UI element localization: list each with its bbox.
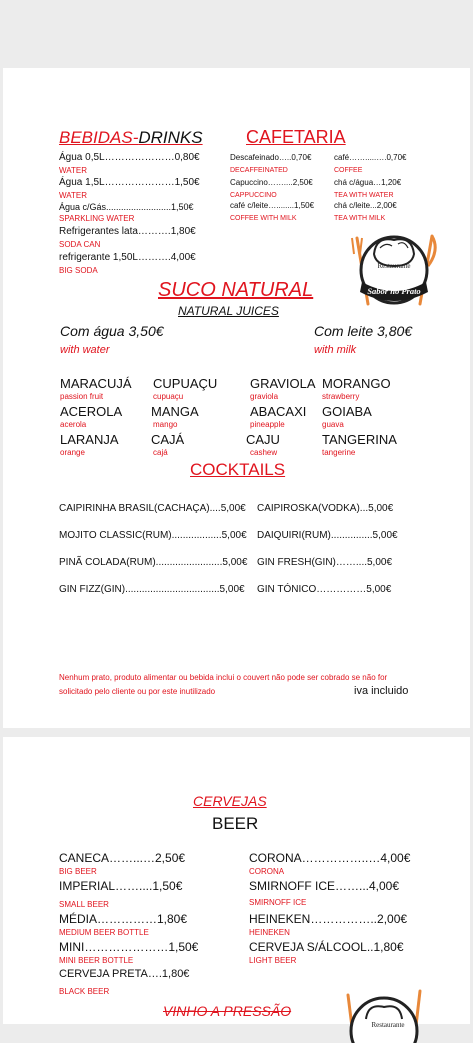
beer-item-en: HEINEKEN	[249, 928, 290, 937]
cafetaria-item: Descafeinado…..0,70€	[230, 153, 312, 162]
fruit-name: CAJU	[246, 432, 280, 447]
beer-item-en: SMIRNOFF ICE	[249, 898, 307, 907]
bebidas-item-en: WATER	[59, 166, 87, 175]
logo-restaurante-text: Restaurante	[371, 1021, 405, 1029]
cocktail-item: MOJITO CLASSIC(RUM)..................5,00€	[59, 530, 247, 541]
cocktail-item: GIN TÓNICO……………5,00€	[257, 584, 392, 595]
beer-subtitle: BEER	[212, 814, 259, 833]
couvert-notice: Nenhum prato, produto alimentar ou bebida inclui o couvert não pode ser cobrado se não for	[59, 673, 388, 682]
fruit-name-en: cajá	[153, 448, 168, 457]
fruit-name: LARANJA	[60, 432, 119, 447]
cafetaria-item-en: DECAFFEINATED	[230, 167, 288, 174]
bebidas-item-en: SODA CAN	[59, 240, 101, 249]
beer-item-en: SMALL BEER	[59, 900, 109, 909]
cafetaria-item-en: COFFEE WITH MILK	[230, 215, 297, 222]
logo-name-text: Sabor no Prato	[367, 286, 421, 296]
fruit-name: ACEROLA	[60, 404, 123, 419]
bebidas-item: refrigerante 1,50L……….4,00€	[59, 252, 196, 263]
suco-com-leite: Com leite 3,80€	[314, 323, 413, 339]
fruit-name-en: cashew	[250, 448, 278, 457]
beer-item: HEINEKEN……………..2,00€	[249, 912, 408, 926]
bebidas-item-en: BIG SODA	[59, 266, 98, 275]
fruit-name-en: tangerine	[322, 448, 356, 457]
couvert-notice: solicitado pelo cliente ou por este inutilizado	[59, 687, 216, 696]
fruit-name-en: orange	[60, 448, 85, 457]
fruit-name: GOIABA	[322, 404, 372, 419]
cafetaria-item-en: TEA WITH MILK	[334, 215, 386, 222]
cocktail-item: GIN FIZZ(GIN)..................................5,00€	[59, 584, 245, 595]
fruit-name: ABACAXI	[250, 404, 307, 419]
cocktail-item: CAIPIRINHA BRASIL(CACHAÇA)....5,00€	[59, 503, 246, 514]
cocktail-item: DAIQUIRI(RUM)...............5,00€	[257, 530, 398, 541]
suco-subtitle: NATURAL JUICES	[178, 304, 279, 318]
beer-item-en: BLACK BEER	[59, 987, 110, 996]
cocktail-item: CAIPIROSKA(VODKA)...5,00€	[257, 503, 394, 514]
beer-item: CERVEJA PRETA….1,80€	[59, 968, 190, 980]
fruit-name-en: guava	[322, 420, 344, 429]
cafetaria-item-en: TEA WITH WATER	[334, 192, 394, 199]
cafetaria-item: café c/leite…........1,50€	[230, 201, 315, 210]
bebidas-item: Água c/Gás..........................1,50€	[59, 202, 194, 212]
fruit-name: CAJÁ	[151, 432, 185, 447]
cafetaria-item-en: COFFEE	[334, 167, 363, 174]
beer-item: CERVEJA S/ÁLCOOL..1,80€	[249, 940, 404, 954]
menu-page-1	[3, 68, 470, 728]
iva-note: iva incluido	[354, 685, 409, 697]
beer-item-en: MEDIUM BEER BOTTLE	[59, 928, 149, 937]
cafetaria-item: Capuccino……....2,50€	[230, 178, 313, 187]
cocktails-title: COCKTAILS	[190, 460, 286, 479]
fruit-name: MORANGO	[322, 376, 391, 391]
beer-item: IMPERIAL……....1,50€	[59, 879, 183, 893]
beer-item-en: MINI BEER BOTTLE	[59, 956, 134, 965]
fruit-name: GRAVIOLA	[250, 376, 316, 391]
cafetaria-item-en: CAPPUCCINO	[230, 192, 277, 199]
bebidas-title: BEBIDAS-DRINKS	[59, 128, 203, 147]
menu-page-2	[3, 737, 470, 1029]
beer-item-en: BIG BEER	[59, 867, 97, 876]
cafetaria-item: chá c/água…1,20€	[334, 178, 402, 187]
fruit-name-en: mango	[153, 420, 178, 429]
fruit-name: MANGA	[151, 404, 199, 419]
restaurant-logo	[346, 226, 442, 322]
beer-item: MÉDIA……………1,80€	[59, 912, 188, 926]
cervejas-title: CERVEJAS	[193, 793, 267, 809]
bebidas-item: Água 0,5L…………………0,80€	[59, 152, 200, 163]
beer-item: SMIRNOFF ICE……...4,00€	[249, 879, 400, 893]
suco-title: SUCO NATURAL	[158, 279, 314, 301]
beer-item-en: CORONA	[249, 867, 285, 876]
beer-item-en: LIGHT BEER	[249, 956, 297, 965]
fruit-name: TANGERINA	[322, 432, 397, 447]
cafetaria-item: chá c/leite...2,00€	[334, 201, 397, 210]
fruit-name-en: graviola	[250, 392, 279, 401]
vinho-title: VINHO A PRESSÃO	[163, 1003, 292, 1019]
fruit-name-en: strawberry	[322, 392, 360, 401]
fruit-name-en: cupuaçu	[153, 392, 184, 401]
beer-item: CORONA……………..…4,00€	[249, 851, 411, 865]
fruit-name-en: pineapple	[250, 420, 285, 429]
restaurant-logo	[336, 983, 432, 1043]
suco-with-water: with water	[60, 344, 110, 356]
logo-restaurante-text: Restaurante	[377, 262, 411, 270]
suco-with-milk: with milk	[314, 344, 357, 356]
bebidas-item: Refrigerantes lata……….1,80€	[59, 226, 196, 237]
bebidas-item-en: SPARKLING WATER	[59, 214, 135, 223]
cocktail-item: GIN FRESH(GIN)……....5,00€	[257, 557, 393, 568]
cafetaria-item: café…….....….0,70€	[334, 153, 407, 162]
bebidas-item-en: WATER	[59, 191, 87, 200]
beer-item: CANECA……...…2,50€	[59, 851, 186, 865]
suco-com-agua: Com água 3,50€	[60, 323, 164, 339]
fruit-name: MARACUJÁ	[60, 376, 132, 391]
cocktail-item: PINÃ COLADA(RUM)........................5,00€	[59, 557, 248, 568]
fruit-name: CUPUAÇU	[153, 376, 218, 391]
fruit-name-en: acerola	[60, 420, 87, 429]
fruit-name-en: passion fruit	[60, 392, 104, 401]
beer-item: MINI…………………1,50€	[59, 940, 199, 954]
cafetaria-title: CAFETARIA	[246, 127, 346, 147]
bebidas-item: Água 1,5L…………………1,50€	[59, 177, 200, 188]
